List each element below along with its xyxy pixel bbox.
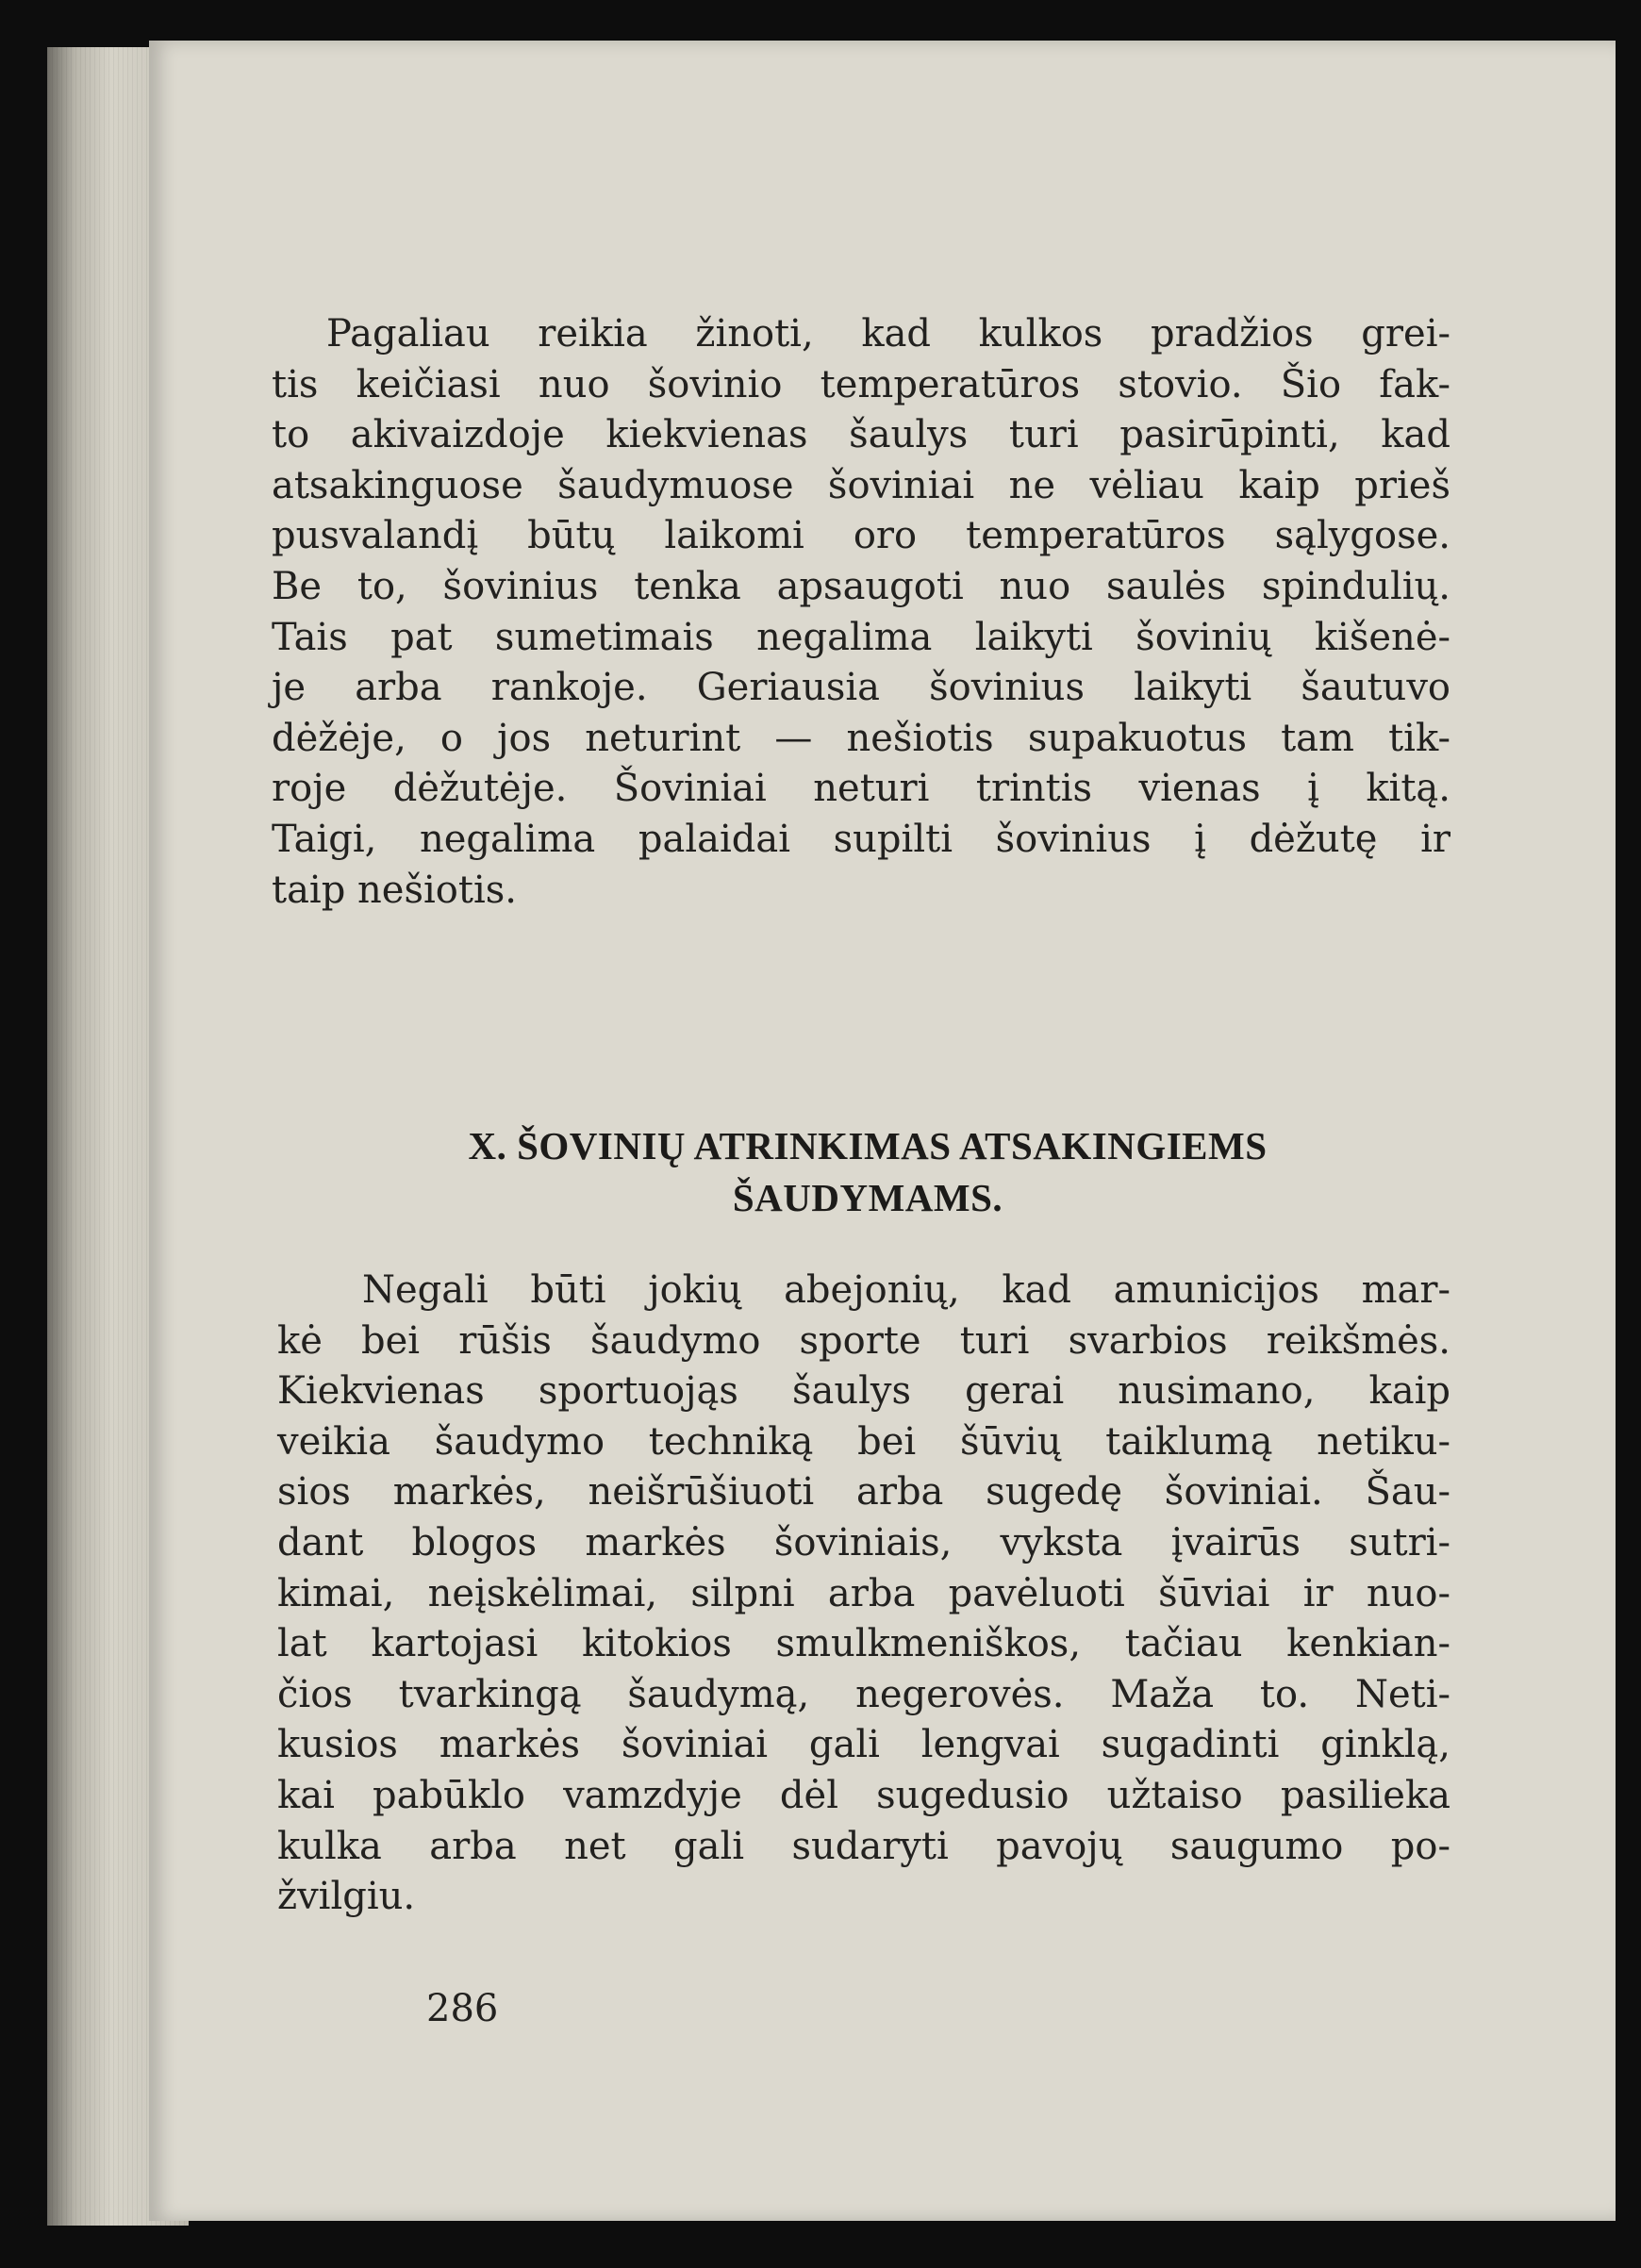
paragraph-line: Be to, šovinius tenka apsaugoti nuo saulės spindulių. — [272, 564, 1450, 608]
paragraph-line: čios tvarkingą šaudymą, negerovės. Maža to. Neti- — [277, 1672, 1450, 1716]
paragraph-line: dėžėje, o jos neturint — nešiotis supakuotus tam tik- — [272, 716, 1450, 760]
paragraph-line: dant blogos markės šoviniais, vyksta įvairūs sutri- — [277, 1520, 1450, 1564]
paragraph-line: kimai, neįskėlimai, silpni arba pavėluoti šūviai ir nuo- — [277, 1571, 1450, 1615]
paragraph-line: tis keičiasi nuo šovinio temperatūros stovio. Šio fak- — [272, 362, 1450, 406]
paragraph-line: lat kartojasi kitokios smulkmeniškos, tačiau kenkian- — [277, 1622, 1450, 1666]
paragraph-line: Pagaliau reikia žinoti, kad kulkos pradžios grei- — [326, 312, 1450, 356]
paragraph-line: kai pabūklo vamzdyje dėl sugedusio užtaiso pasilieka — [277, 1773, 1450, 1817]
section-heading — [283, 1120, 1452, 1224]
paragraph-line: je arba rankoje. Geriausia šovinius laikyti šautuvo — [272, 666, 1450, 710]
heading-line: X. ŠOVINIŲ ATRINKIMAS ATSAKINGIEMS — [468, 1124, 1268, 1167]
paragraph-line: Kiekvienas sportuojąs šaulys gerai nusimano, kaip — [277, 1369, 1450, 1414]
paragraph-line: Tais pat sumetimais negalima laikyti šovinių kišenė- — [272, 615, 1450, 659]
paragraph-line: pusvalandį būtų laikomi oro temperatūros sąlygose. — [272, 514, 1450, 558]
paragraph-line: taip nešiotis. — [272, 868, 517, 912]
paragraph-line: kusios markės šoviniai gali lengvai sugadinti ginklą, — [277, 1723, 1450, 1767]
paragraph-line: veikia šaudymo techniką bei šūvių taiklumą netiku- — [277, 1419, 1450, 1464]
paragraph-line: sios markės, neišrūšiuoti arba sugedę šoviniai. Šau- — [277, 1470, 1450, 1515]
paragraph-line: žvilgiu. — [277, 1875, 416, 1919]
paragraph-line: kulka arba net gali sudaryti pavojų saugumo po- — [277, 1824, 1450, 1868]
paragraph-line: kė bei rūšis šaudymo sporte turi svarbios reikšmės. — [277, 1318, 1450, 1363]
paragraph-line: atsakinguose šaudymuose šoviniai ne vėliau kaip prieš — [272, 463, 1450, 507]
paragraph-line: to akivaizdoje kiekvienas šaulys turi pasirūpinti, kad — [272, 413, 1450, 457]
heading-line: ŠAUDYMAMS. — [732, 1176, 1003, 1219]
paragraph-ammunition-quality — [277, 1266, 1450, 1923]
paragraph-ammunition-temperature — [272, 309, 1450, 916]
page-number: 286 — [426, 1987, 499, 2030]
paragraph-line: Taigi, negalima palaidai supilti šovinius į dėžutę ir — [272, 817, 1450, 861]
paragraph-line: roje dėžutėje. Šoviniai neturi trintis vienas į kitą. — [272, 767, 1450, 811]
paragraph-line: Negali būti jokių abejonių, kad amunicijos mar- — [362, 1268, 1450, 1312]
